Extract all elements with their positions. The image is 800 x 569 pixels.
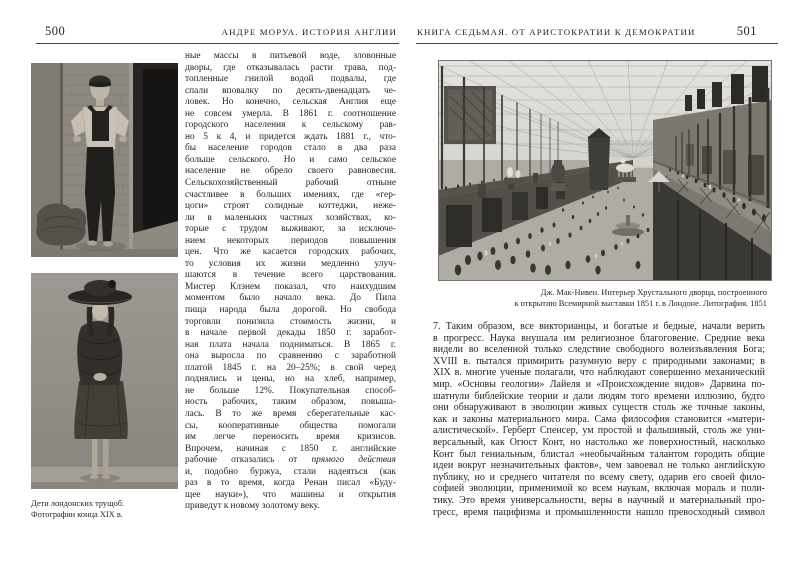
text-line: не больше 12%. Покупательная способ- [185, 385, 396, 396]
text-line: спали вповалку по десять-двенадцать че- [185, 85, 396, 96]
right-body-text [433, 321, 765, 518]
text-line: XIX в. многие ученые полагали, что наблюдают совершенно механический [433, 367, 765, 379]
text-line: им легче переносить время кризисов. [185, 432, 396, 443]
text-line: то условия их жизни медленно улуч- [185, 258, 396, 269]
text-line: городского населения к сельскому рав- [185, 120, 396, 131]
text-line: цен. Что же касается городских рабочих, [185, 247, 396, 258]
text-line: платой 1845 г. на 20–25%; в свой черед [185, 362, 396, 373]
text-line: в прогресс. Наука внушала им религиозное благоговение. Средние века [433, 332, 765, 344]
text-line: она выросла по сравнению с заработной [185, 351, 396, 362]
right-running-head-title: КНИГА СЕДЬМАЯ. ОТ АРИСТОКРАТИИ К ДЕМОКРАТИИ [417, 27, 696, 37]
text-line: Впрочем, начиная с 1850 г. английские [185, 443, 396, 454]
text-line: алистической». Герберт Спенсер, ум простой и фальшивый, столь же уни- [433, 425, 765, 437]
right-running-head [417, 24, 777, 39]
left-running-head [37, 24, 397, 39]
text-line: поднялись и цены, но на хлеб, например, [185, 374, 396, 385]
text-line: но 5 к 4, и придется ждать 1881 г., что- [185, 131, 396, 142]
right-photo-caption [433, 287, 767, 309]
text-line: щее науки»), что машины и открытия [185, 489, 396, 500]
photo-slum-girl [31, 273, 178, 489]
left-body-text [185, 51, 396, 513]
text-line: ность рабочих, таким образом, повыша- [185, 397, 396, 408]
left-running-head-title: АНДРЕ МОРУА. ИСТОРИЯ АНГЛИИ [221, 27, 397, 37]
text-line: цоги» строят солидные коттеджи, неже- [185, 201, 396, 212]
text-line: ные массы в питьевой воде, зловонные [185, 51, 396, 61]
text-line: раз в то время, когда Ренан писал «Буду- [185, 478, 396, 489]
text-line: торговли понизила стоимость жизни, и [185, 316, 396, 327]
text-line: в начале первой декады 1850 г. заработ- [185, 328, 396, 339]
photo-crystal-palace-interior [438, 60, 772, 281]
text-line: сы, кооперативные общества помогали [185, 420, 396, 431]
text-line: шатнули библейские теории и дали людям того времени иллюзию, будто [433, 390, 765, 402]
right-header-rule [416, 43, 778, 44]
text-line: и, подобно буржуа, стали надеяться (как [185, 466, 396, 477]
photo-slum-boy [31, 63, 178, 257]
text-line: Фотографии конца XIX в. [31, 509, 123, 519]
text-line: Дети лондонских трущоб. [31, 499, 125, 508]
sack [36, 203, 86, 245]
left-photo-caption [31, 499, 201, 521]
text-line: XVIII в. пытался примирить разумную веру с природными законами; в [433, 355, 765, 367]
text-line: версальный, как Огюст Конт, но настолько же поверхностный, насколько [433, 436, 765, 448]
text-line: население не обрело своего равновесия. [185, 166, 396, 177]
text-line: больше сельского. Но и само сельское [185, 154, 396, 165]
text-line: торые с трудом выживают, за исключе- [185, 224, 396, 235]
left-page-number: 500 [45, 24, 66, 38]
text-line: как и законы материального мира. Сама философия становится «матери- [433, 413, 765, 425]
text-line: Сельскохозяйственный рабочий отныне [185, 178, 396, 189]
text-line: бы население городов стало в два раза [185, 143, 396, 154]
text-line: к открытию Всемирной выставки 1851 г. в Лондоне. Литография. 1851 [514, 299, 767, 308]
text-line: шаются в течение всего царствования. [185, 270, 396, 281]
text-line: ная плата начала подниматься. В 1865 г. [185, 339, 396, 350]
text-line: 7. Таким образом, все викторианцы, и богатые и бедные, начали верить [433, 321, 765, 332]
text-line: идеи вокруг незначительных фактов», чем завоевал не только английскую [433, 460, 765, 472]
text-line: софией эволюции, применимой ко всем наукам, включая мораль и поли- [433, 483, 765, 495]
text-line: Мистер Клэнем показал, что наихудшим [185, 281, 396, 292]
text-line: Дж. Мак-Нивен. Интерьер Хрустального дворца, построенного [540, 288, 767, 297]
text-line: рабочие отказались от прямого действия [185, 455, 396, 466]
text-line: мир. «Основы геологии» Лайеля и «Происхождение видов» Дарвина по- [433, 378, 765, 390]
text-line: они обнаруживают в эволюции живых существ столь же точные законы, [433, 402, 765, 414]
text-line: публику, но и среднего читателя по всему свету, одарив его своей фило- [433, 471, 765, 483]
text-line: не совсем умерла. В 1861 г. соотношение [185, 108, 396, 119]
text-line: приведут к новому золотому веку. [185, 501, 320, 512]
text-line: лась. В то же время сберегательные кас- [185, 408, 396, 419]
text-line: Конт был гениальным, блистал «необычайным талантом городить общие [433, 448, 765, 460]
left-header-rule [36, 43, 399, 44]
text-line: гресс, время пацифизма и промышленности нашло превосходный символ [433, 506, 765, 518]
text-line: ли в маленьких частных хозяйствах, ко- [185, 212, 396, 223]
text-line: топленные гнилой водой подвалы, где [185, 74, 396, 85]
text-line: тику. Это время универсальности, веры в научный и материальный про- [433, 494, 765, 506]
right-page-number: 501 [736, 24, 757, 38]
text-line: видели во вселенной только следствие свободного волеизъявления Бога; [433, 344, 765, 356]
text-line: моментом было начало века. До Пила [185, 293, 396, 304]
text-line: дворы, где отказывалась расти трава, под- [185, 62, 396, 73]
text-line: пища народа была дорогой. Но свобода [185, 305, 396, 316]
text-line: счастливее в больших имениях, где «гер- [185, 189, 396, 200]
text-line: ловек. Но конечно, сельская Англия еще [185, 97, 396, 108]
text-line: нием некоторых периодов повышения [185, 235, 396, 246]
